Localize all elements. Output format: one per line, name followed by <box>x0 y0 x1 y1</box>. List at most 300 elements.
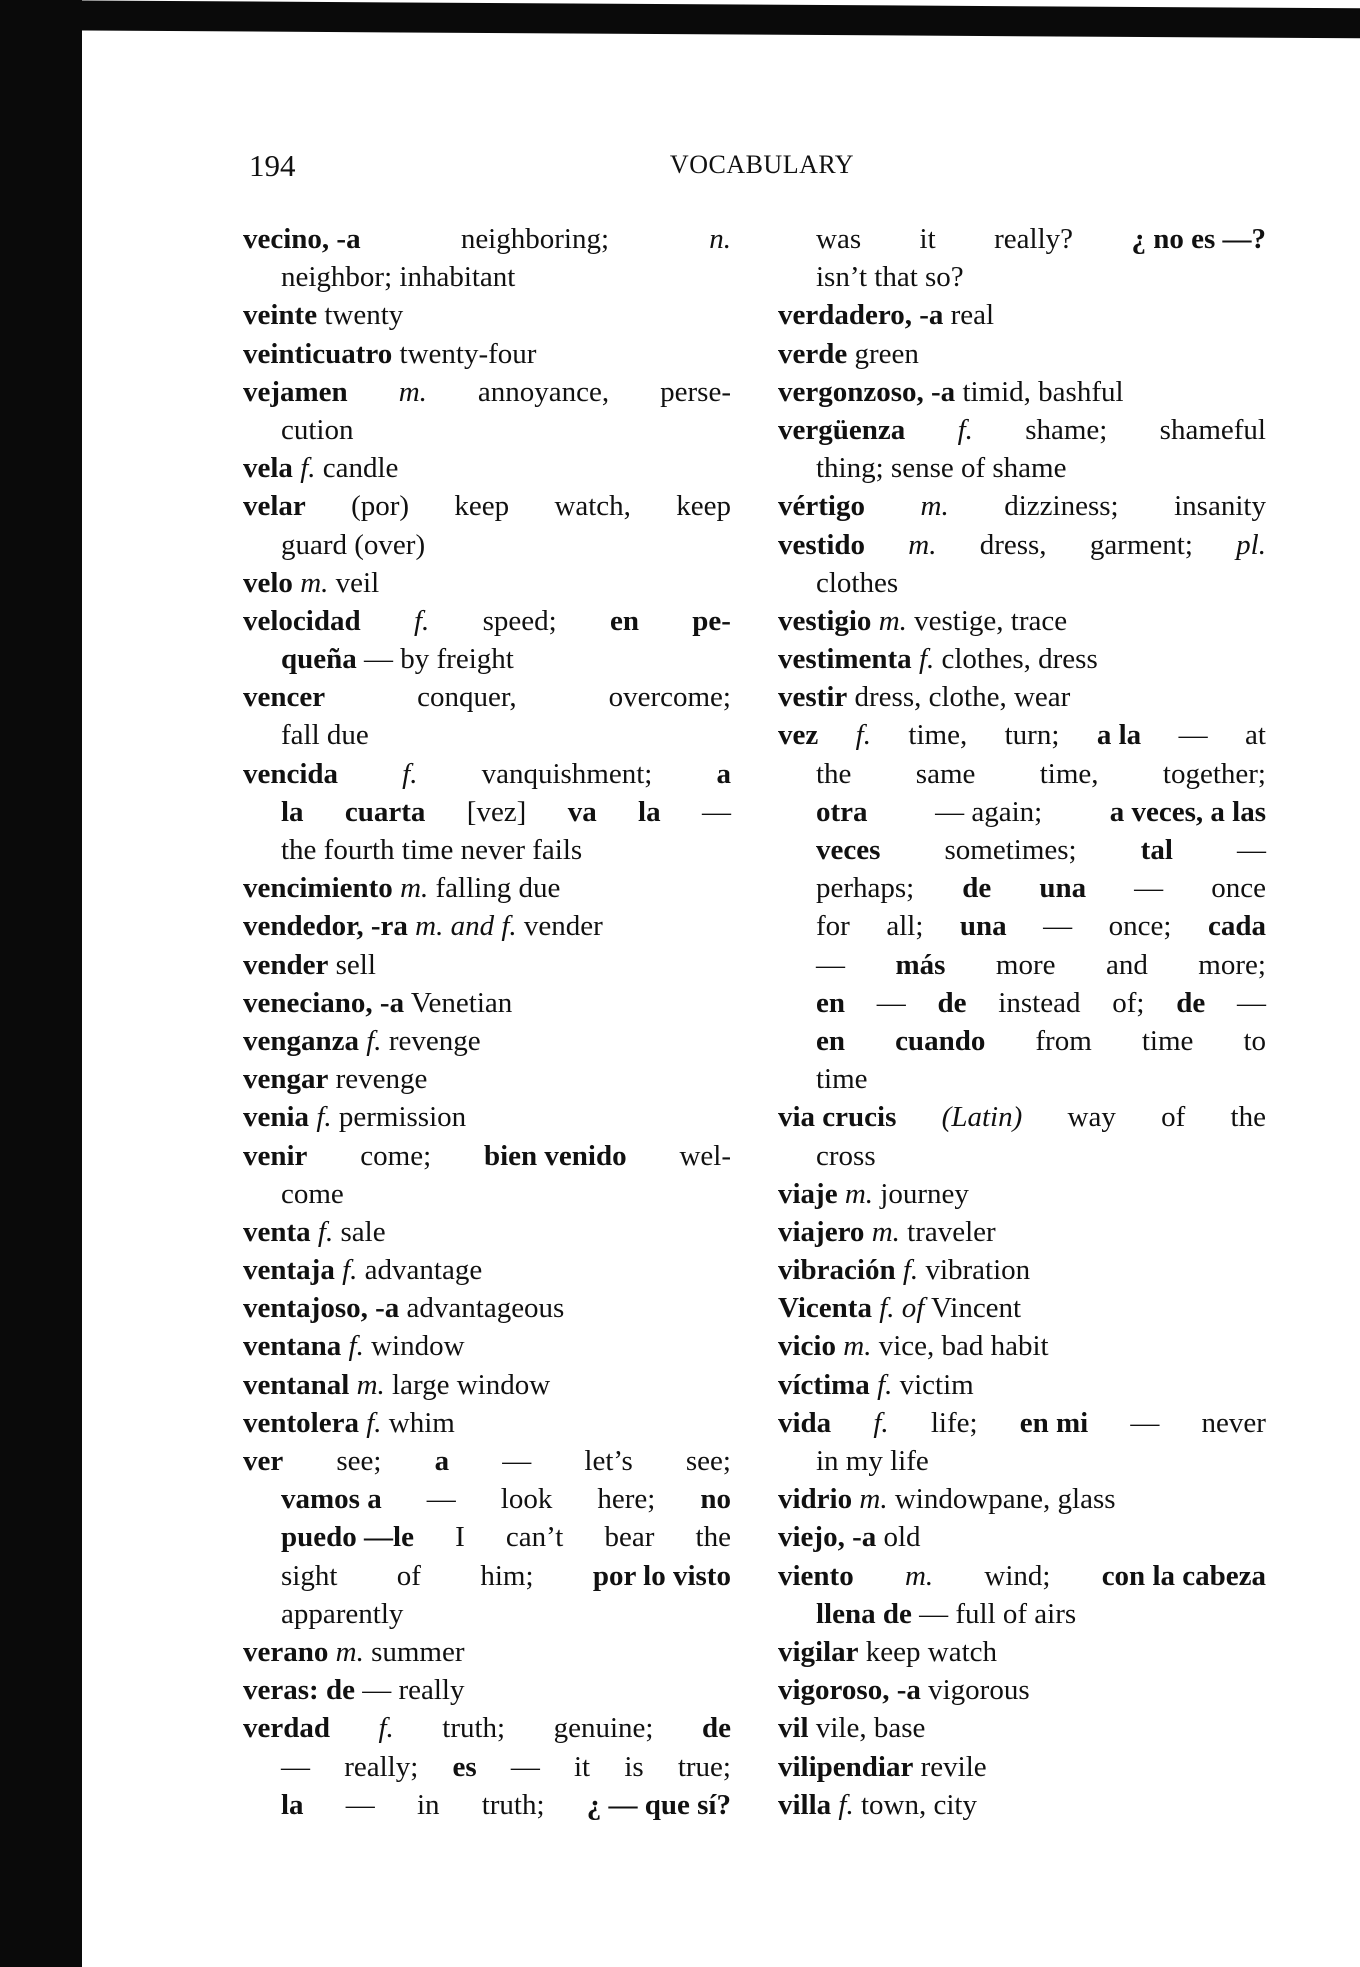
definition-text: sometimes; <box>944 834 1077 866</box>
headword: víctima <box>778 1368 870 1401</box>
grammar-label: f. of <box>871 1292 925 1325</box>
entry-line <box>243 1671 731 1709</box>
headword: viejo, -a <box>778 1521 877 1554</box>
entry-line <box>243 984 731 1022</box>
definition-text: garment; <box>1089 528 1193 561</box>
entry-line <box>778 1671 1266 1709</box>
definition-text: — by freight <box>356 643 514 676</box>
definition-text: I <box>455 1521 465 1554</box>
definition-text: — <box>816 948 845 981</box>
headword: vestido <box>778 528 865 561</box>
headword: viaje <box>778 1177 838 1210</box>
entry-line <box>778 1748 1266 1786</box>
headword: ¿ no es —? <box>1131 223 1266 255</box>
headword: de <box>937 986 967 1019</box>
headword: por lo visto <box>592 1559 731 1592</box>
entry-line <box>778 716 1266 754</box>
headword: en mi <box>1019 1406 1089 1439</box>
entry-line <box>243 678 731 716</box>
definition-text: wel- <box>679 1139 731 1172</box>
definition-text: permission <box>331 1101 467 1134</box>
headword: vez <box>778 719 819 752</box>
definition-text: vanquishment; <box>481 757 653 790</box>
definition-text: — <box>1178 719 1208 752</box>
entry-line <box>778 907 1266 945</box>
definition-text: once <box>1211 872 1266 905</box>
headword: Vicenta <box>778 1292 872 1325</box>
definition-text: green <box>847 337 919 370</box>
grammar-label: m. <box>852 1483 888 1516</box>
definition-text: shame; <box>1025 413 1108 446</box>
entry-line <box>778 1022 1266 1060</box>
grammar-label: f. <box>895 1254 919 1287</box>
definition-text: — <box>1236 834 1266 866</box>
headword: vejamen <box>243 375 348 408</box>
headword: venganza <box>243 1024 359 1057</box>
definition-text: life; <box>930 1406 978 1439</box>
headword: vida <box>778 1406 832 1439</box>
definition-text: conquer, <box>417 681 517 714</box>
entry-line <box>243 793 731 831</box>
headword: a <box>434 1445 450 1477</box>
headword: la <box>281 1788 304 1821</box>
entry-line <box>778 946 1266 984</box>
page-number: 194 <box>249 148 296 183</box>
definition-text: vestige, trace <box>906 604 1068 637</box>
entry-line <box>778 335 1266 373</box>
definition-text: revenge <box>381 1024 481 1057</box>
headword: vengar <box>243 1063 329 1096</box>
grammar-label: n. <box>709 223 731 255</box>
headword: cuarta <box>344 795 426 828</box>
entry-line <box>243 1366 731 1404</box>
headword: venta <box>243 1215 311 1248</box>
definition-text: large window <box>384 1368 551 1401</box>
entry-line <box>243 1289 731 1327</box>
entry-line <box>778 564 1266 602</box>
definition-text: bear <box>604 1521 655 1554</box>
headword: con la cabeza <box>1101 1559 1266 1592</box>
definition-text: candle <box>315 452 399 485</box>
grammar-label: f. <box>341 1330 364 1363</box>
headword: vendedor, -ra <box>243 910 408 943</box>
headword: veces <box>816 834 881 866</box>
definition-text: really? <box>994 223 1073 255</box>
entry-line <box>778 296 1266 334</box>
entry-line <box>778 831 1266 869</box>
definition-text: let’s <box>584 1445 633 1477</box>
grammar-label: f. <box>358 1406 382 1439</box>
definition-text: revile <box>913 1750 987 1783</box>
definition-text: town, city <box>853 1788 977 1821</box>
grammar-label: m. <box>871 604 907 637</box>
definition-text: sell <box>328 948 376 981</box>
headword: queña <box>281 643 357 676</box>
headword: vergonzoso, -a <box>778 375 956 408</box>
definition-text: summer <box>363 1635 465 1668</box>
running-head: VOCABULARY <box>669 150 855 179</box>
grammar-label: m. <box>920 490 949 523</box>
definition-text: truth; <box>442 1712 506 1745</box>
headword: ventanal <box>243 1368 350 1401</box>
entry-line <box>778 602 1266 640</box>
definition-text: annoyance, <box>477 375 610 408</box>
definition-text: — <box>426 1483 456 1516</box>
headword: en <box>609 604 639 637</box>
headword: vamos a <box>281 1483 382 1516</box>
headword: verano <box>243 1635 329 1668</box>
entry-line <box>243 335 731 373</box>
definition-text: traveler <box>899 1215 996 1248</box>
grammar-label: f. <box>402 757 418 790</box>
headword: de <box>318 1674 355 1707</box>
definition-text: time <box>816 1063 868 1096</box>
headword: vencida <box>243 757 339 790</box>
definition-text: vender <box>516 910 603 943</box>
definition-text: — <box>281 1750 310 1783</box>
entry-line <box>243 1175 731 1213</box>
definition-text: — <box>1043 910 1073 943</box>
definition-text: shameful <box>1159 413 1266 446</box>
definition-text: speed; <box>482 604 557 637</box>
headword: vencer <box>243 681 326 714</box>
entry-line <box>243 1633 731 1671</box>
entry-line <box>778 1289 1266 1327</box>
definition-text: apparently <box>281 1597 404 1630</box>
grammar-label: f. <box>869 1368 893 1401</box>
headword: va <box>567 795 597 828</box>
definition-text: sight <box>281 1559 338 1592</box>
definition-text: see; <box>685 1445 731 1477</box>
headword: una <box>959 910 1007 943</box>
entry-line <box>243 296 731 334</box>
definition-text: truth; <box>481 1788 545 1821</box>
definition-text: twenty-four <box>392 337 537 370</box>
definition-text: for <box>816 910 850 943</box>
entry-line <box>243 1137 731 1175</box>
headword: pe- <box>692 604 731 637</box>
definition-text: twenty <box>317 299 404 332</box>
headword: vender <box>243 948 329 981</box>
entry-line <box>243 1595 731 1633</box>
headword: villa <box>778 1788 832 1821</box>
definition-text: overcome; <box>608 681 731 714</box>
definition-text: was <box>816 223 862 255</box>
definition-text: — <box>876 986 906 1019</box>
definition-text: insanity <box>1174 490 1266 523</box>
headword: más <box>895 948 946 981</box>
headword: a la <box>1096 719 1142 752</box>
headword: ¿ — que sí? <box>586 1788 731 1821</box>
definition-text: clothes <box>816 566 899 599</box>
definition-text: of <box>396 1559 421 1592</box>
definition-text: to <box>1243 1024 1266 1057</box>
definition-text: time, <box>908 719 968 752</box>
headword: via crucis <box>778 1101 897 1134</box>
headword: ventaja <box>243 1254 335 1287</box>
definition-text: revenge <box>328 1063 428 1096</box>
definition-text: victim <box>892 1368 974 1401</box>
definition-text: way <box>1067 1101 1116 1134</box>
entry-line <box>243 1557 731 1595</box>
headword: verdad <box>243 1712 330 1745</box>
entry-line <box>243 564 731 602</box>
entry-line <box>778 1213 1266 1251</box>
definition-text: thing; sense of shame <box>816 452 1067 485</box>
definition-text: — <box>1130 1406 1160 1439</box>
definition-text: the fourth time never fails <box>281 834 583 866</box>
definition-text: look <box>500 1483 553 1516</box>
entry-line <box>778 1786 1266 1824</box>
entry-line <box>778 258 1266 296</box>
definition-text: windowpane, glass <box>887 1483 1116 1516</box>
headword: vibración <box>778 1254 896 1287</box>
grammar-label: f. <box>873 1406 889 1439</box>
definition-text: — <box>345 1788 375 1821</box>
headword: viento <box>778 1559 854 1592</box>
headword: vértigo <box>778 490 865 523</box>
definition-text: perhaps; <box>816 872 915 905</box>
entry-line <box>243 1098 731 1136</box>
definition-text: instead <box>998 986 1081 1019</box>
definition-text: — <box>701 795 731 828</box>
definition-text: in <box>416 1788 440 1821</box>
definition-text: perse- <box>660 375 731 408</box>
definition-text: can’t <box>505 1521 564 1554</box>
entry-line <box>243 526 731 564</box>
headword: vidrio <box>778 1483 853 1516</box>
definition-text: more <box>995 948 1056 981</box>
grammar-label: f. <box>359 1024 382 1057</box>
definition-text: dizziness; <box>1004 490 1119 523</box>
headword: vigilar <box>778 1635 859 1668</box>
definition-text: keep watch <box>858 1635 998 1668</box>
definition-text: of; <box>1112 986 1145 1019</box>
headword: vencimiento <box>243 872 393 905</box>
entry-line <box>778 678 1266 716</box>
headword: la <box>281 795 304 828</box>
entry-line <box>243 1060 731 1098</box>
vocabulary-column-right <box>778 220 1266 1824</box>
grammar-label: f. <box>310 1215 334 1248</box>
entry-line <box>243 869 731 907</box>
definition-text: real <box>943 299 995 332</box>
definition-text: time <box>1141 1024 1194 1057</box>
grammar-label: f. <box>831 1788 854 1821</box>
headword: no <box>700 1483 731 1516</box>
grammar-label: m. <box>904 1559 934 1592</box>
entry-line <box>243 258 731 296</box>
grammar-label: pl. <box>1236 528 1266 561</box>
entry-line <box>778 1137 1266 1175</box>
definition-text: more; <box>1198 948 1266 981</box>
definition-text: neighboring; <box>460 223 610 255</box>
grammar-label: m. <box>328 1635 364 1668</box>
headword: veneciano, -a <box>243 986 405 1019</box>
definition-text: him; <box>480 1559 534 1592</box>
definition-text: Venetian <box>404 986 513 1019</box>
definition-text: sale <box>333 1215 386 1248</box>
entry-line <box>243 1518 731 1556</box>
entry-line <box>243 1404 731 1442</box>
grammar-label: m. <box>398 375 427 408</box>
grammar-label: f. <box>309 1101 332 1134</box>
headword: velocidad <box>243 604 361 637</box>
headword: una <box>1039 872 1087 905</box>
headword: llena de <box>816 1597 912 1630</box>
definition-text: in my life <box>816 1445 929 1477</box>
entry-line <box>778 1633 1266 1671</box>
grammar-label: m. <box>836 1330 872 1363</box>
definition-text: dress, clothe, wear <box>847 681 1071 714</box>
grammar-label: m. <box>349 1368 385 1401</box>
definition-text: — <box>502 1445 532 1477</box>
definition-text: (por) <box>351 490 410 523</box>
headword: de <box>1176 986 1206 1019</box>
entry-line <box>778 1480 1266 1518</box>
definition-text: of <box>1161 1101 1186 1134</box>
grammar-label: m. and f. <box>407 910 517 943</box>
entry-line <box>778 487 1266 525</box>
definition-text: wind; <box>984 1559 1051 1592</box>
entry-line <box>243 1327 731 1365</box>
entry-line <box>778 1595 1266 1633</box>
headword: ventajoso, -a <box>243 1292 400 1325</box>
headword: tal <box>1140 834 1173 866</box>
entry-line <box>778 1518 1266 1556</box>
headword: vestigio <box>778 604 872 637</box>
headword: vecino, -a <box>243 223 361 255</box>
entry-line <box>778 1442 1266 1480</box>
definition-text: see; <box>336 1445 382 1477</box>
definition-text: time, <box>1039 757 1099 790</box>
headword: ver <box>243 1445 284 1477</box>
grammar-label: f. <box>957 413 973 446</box>
definition-text: genuine; <box>553 1712 654 1745</box>
scan-left-edge <box>0 0 82 1967</box>
entry-line <box>778 1327 1266 1365</box>
entry-line <box>243 1748 731 1786</box>
definition-text: turn; <box>1004 719 1060 752</box>
entry-line <box>243 755 731 793</box>
grammar-label: m. <box>292 566 329 599</box>
entry-line <box>243 1709 731 1747</box>
grammar-label: m. <box>908 528 937 561</box>
grammar-label: f. <box>378 1712 394 1745</box>
entry-line <box>778 869 1266 907</box>
entry-line <box>243 640 731 678</box>
entry-line <box>243 831 731 869</box>
entry-line <box>778 526 1266 564</box>
definition-text: never <box>1201 1406 1266 1439</box>
headword: es <box>452 1750 477 1783</box>
grammar-label: f. <box>413 604 430 637</box>
grammar-label: f. <box>334 1254 358 1287</box>
definition-text: neighbor; inhabitant <box>281 261 516 294</box>
entry-line <box>243 1786 731 1824</box>
entry-line <box>243 602 731 640</box>
definition-text: all; <box>886 910 924 943</box>
entry-line <box>778 1366 1266 1404</box>
headword: de <box>701 1712 731 1745</box>
definition-text: from <box>1035 1024 1092 1057</box>
grammar-label: m. <box>864 1215 900 1248</box>
headword: vergüenza <box>778 413 906 446</box>
definition-text: guard (over) <box>281 528 426 561</box>
entry-line <box>778 220 1266 258</box>
entry-line <box>778 411 1266 449</box>
grammar-label: m. <box>392 872 429 905</box>
entry-line <box>243 411 731 449</box>
headword: ventana <box>243 1330 342 1363</box>
entry-line <box>243 907 731 945</box>
definition-text: here; <box>597 1483 656 1516</box>
definition-text: once; <box>1108 910 1172 943</box>
headword: veinte <box>243 299 318 332</box>
entry-line <box>243 373 731 411</box>
headword: vil <box>778 1712 809 1745</box>
definition-text: journey <box>873 1177 969 1210</box>
headword: ventolera <box>243 1406 359 1439</box>
headword: veras: <box>243 1674 319 1707</box>
definition-text: vibration <box>918 1254 1031 1287</box>
entry-line <box>778 1709 1266 1747</box>
definition-text: [vez] <box>466 795 527 828</box>
definition-text: together; <box>1162 757 1266 790</box>
headword: verde <box>778 337 848 370</box>
headword: vestir <box>778 681 848 714</box>
definition-text: advantage <box>357 1254 483 1287</box>
entry-line <box>243 1213 731 1251</box>
definition-text: whim <box>381 1406 455 1439</box>
entry-line <box>778 1098 1266 1136</box>
headword: vestimenta <box>778 643 912 676</box>
entry-line <box>778 984 1266 1022</box>
entry-line <box>243 220 731 258</box>
definition-text: dress, <box>979 528 1047 561</box>
headword: vilipendiar <box>778 1750 914 1783</box>
definition-text: it <box>919 223 936 255</box>
headword: la <box>638 795 661 828</box>
definition-text: at <box>1244 719 1266 752</box>
entry-line <box>778 449 1266 487</box>
headword: velar <box>243 490 306 523</box>
definition-text: keep <box>676 490 731 523</box>
headword: cada <box>1207 910 1266 943</box>
headword: cuando <box>895 1024 986 1057</box>
definition-text: is <box>624 1750 644 1783</box>
definition-text: come; <box>360 1139 432 1172</box>
entry-line <box>243 487 731 525</box>
entry-line <box>243 1442 731 1480</box>
entry-line <box>778 1251 1266 1289</box>
definition-text: same <box>915 757 976 790</box>
entry-line <box>778 755 1266 793</box>
grammar-label: (Latin) <box>941 1101 1023 1134</box>
entry-line <box>778 373 1266 411</box>
definition-text: clothes, dress <box>934 643 1098 676</box>
headword: venir <box>243 1139 308 1172</box>
definition-text: — full of airs <box>911 1597 1077 1630</box>
headword: vigoroso, -a <box>778 1674 921 1707</box>
headword: verdadero, -a <box>778 299 944 332</box>
definition-text: the <box>1230 1101 1266 1134</box>
headword: a <box>716 757 731 790</box>
entry-line <box>778 1060 1266 1098</box>
headword: bien venido <box>483 1139 627 1172</box>
headword: en <box>816 1024 845 1057</box>
definition-text: — <box>510 1750 540 1783</box>
